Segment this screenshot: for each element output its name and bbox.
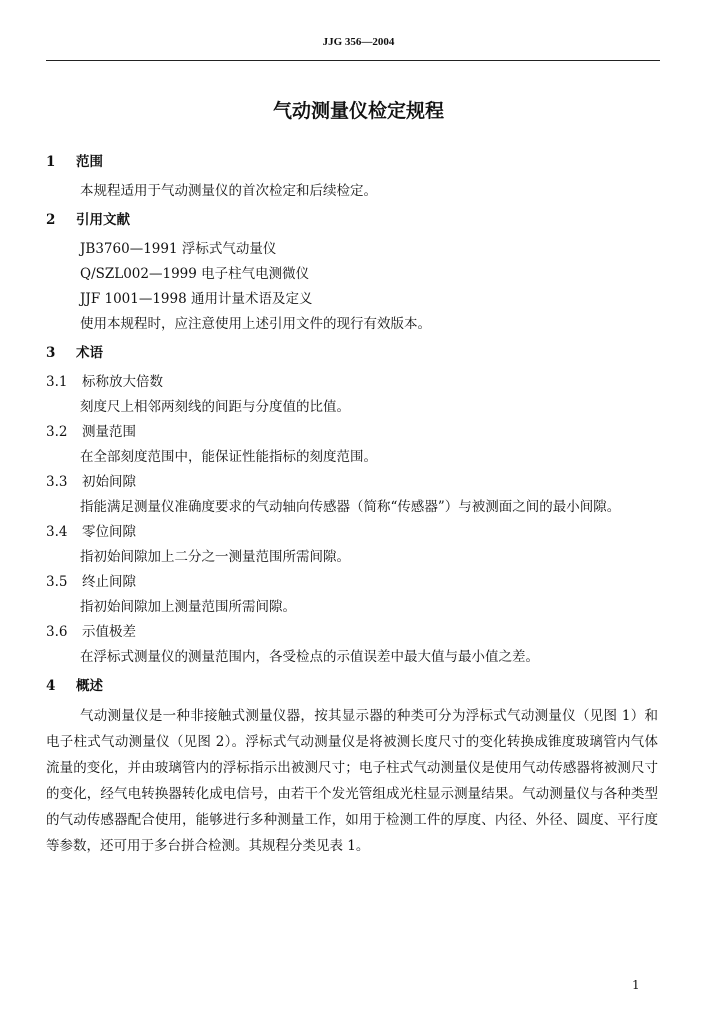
term-heading	[46, 620, 658, 645]
section-3-heading	[46, 341, 658, 366]
section-1-heading	[46, 150, 658, 175]
document-title: 气动测量仪检定规程	[272, 100, 444, 122]
reference-note: 使用本规程时，应注意使用上述引用文件的现行有效版本。	[80, 316, 431, 332]
reference-item: JJF 1001—1998 通用计量术语及定义	[80, 291, 313, 307]
term-heading	[46, 470, 658, 495]
term-number: 3.5	[46, 574, 68, 590]
section-1-body: 本规程适用于气动测量仪的首次检定和后续检定。	[80, 183, 377, 199]
term-number: 3.6	[46, 624, 68, 640]
term-number: 3.2	[46, 424, 68, 440]
term-name: 示值极差	[82, 624, 136, 640]
section-title: 术语	[76, 345, 103, 361]
term-number: 3.1	[46, 374, 68, 390]
running-header: JJG 356—2004	[322, 36, 395, 48]
term-definition: 指能满足测量仪准确度要求的气动轴向传感器（简称“传感器”）与被测面之间的最小间隙。	[80, 499, 621, 515]
reference-item: JB3760—1991 浮标式气动量仪	[80, 241, 277, 257]
term-heading	[46, 420, 658, 445]
page-number: 1	[632, 978, 640, 992]
term-name: 零位间隙	[82, 524, 136, 540]
term-number: 3.3	[46, 474, 68, 490]
term-definition: 在浮标式测量仪的测量范围内，各受检点的示值误差中最大值与最小值之差。	[80, 649, 539, 665]
term-name: 初始间隙	[82, 474, 136, 490]
document-body	[46, 150, 658, 859]
term-name: 标称放大倍数	[82, 374, 163, 390]
section-title: 概述	[76, 678, 103, 694]
term-name: 终止间隙	[82, 574, 136, 590]
section-number: 4	[46, 678, 56, 694]
term-heading	[46, 570, 658, 595]
term-definition: 指初始间隙加上测量范围所需间隙。	[80, 599, 296, 615]
term-definition: 指初始间隙加上二分之一测量范围所需间隙。	[80, 549, 350, 565]
header-rule	[46, 60, 660, 61]
section-title: 引用文献	[76, 212, 130, 228]
term-definition: 刻度尺上相邻两刻线的间距与分度值的比值。	[80, 399, 350, 415]
section-number: 3	[46, 345, 56, 361]
term-heading	[46, 520, 658, 545]
term-name: 测量范围	[82, 424, 136, 440]
section-title: 范围	[76, 154, 103, 170]
reference-item: Q/SZL002—1999 电子柱气电测微仪	[80, 266, 310, 282]
section-number: 2	[46, 212, 56, 228]
section-number: 1	[46, 154, 56, 170]
section-4-body: 气动测量仪是一种非接触式测量仪器，按其显示器的种类可分为浮标式气动测量仪（见图 1）和电子柱式气动测量仪（见图 2）。浮标式气动测量仪是将被测长度尺寸的变化转换成锥度玻璃管内气体流量的变化，并由玻璃管内的浮标指示出被测尺寸；电子柱式气动测量仪是使用气动传感器将被测尺寸的变化，经气电转换器转化成电信号，由若干个发光管组成光柱显示测量结果。气动测量仪与各种类型的气动传感器配合使用，能够进行多种测量工作，如用于检测工件的厚度、内径、外径、圆度、平行度等参数，还可用于多台拼合检测。其规程分类见表 1。	[46, 708, 658, 854]
term-definition: 在全部刻度范围中，能保证性能指标的刻度范围。	[80, 449, 377, 465]
section-2-heading	[46, 208, 658, 233]
term-heading	[46, 370, 658, 395]
term-number: 3.4	[46, 524, 68, 540]
section-4-heading	[46, 674, 658, 699]
